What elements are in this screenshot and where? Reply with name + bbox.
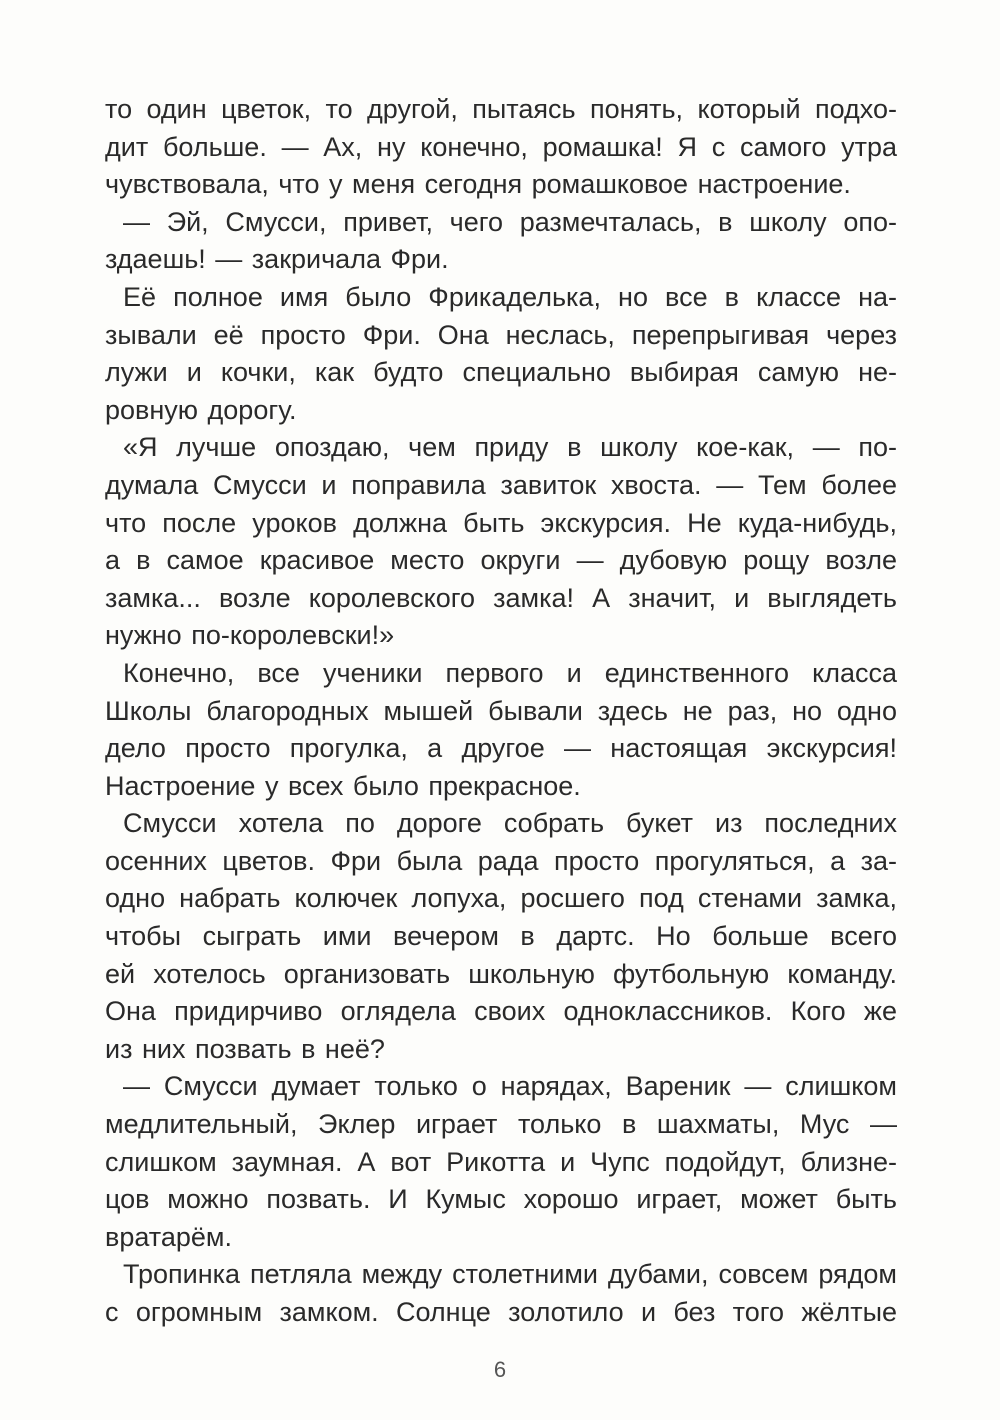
text-line: лужи и кочки, как будто специально выбирая самую не- — [105, 357, 897, 388]
text-line: из них позвать в неё? — [105, 1033, 385, 1064]
text-line: дит больше. — Ах, ну конечно, ромашка! Я с самого утра — [105, 131, 897, 162]
text-line: Конечно, все ученики первого и единственного класса — [123, 657, 897, 688]
book-page-text — [105, 91, 897, 1332]
text-line: ей хотелось организовать школьную футбольную команду. — [105, 958, 897, 989]
text-line: нужно по-королевски!» — [105, 620, 395, 651]
text-line: слишком заумная. А вот Рикотта и Чупс подойдут, близне- — [105, 1146, 897, 1177]
text-line: одно набрать колючек лопуха, росшего под стенами замка, — [105, 883, 897, 914]
text-line: — Смусси думает только о нарядах, Вареник — слишком — [123, 1071, 897, 1102]
text-line: — Эй, Смусси, привет, чего размечталась, в школу опо- — [123, 206, 897, 237]
text-line: Тропинка петляла между столетними дубами, совсем рядом — [123, 1259, 897, 1290]
text-line: то один цветок, то другой, пытаясь понять, который подхо- — [105, 94, 897, 124]
text-line: чувствовала, что у меня сегодня ромашковое настроение. — [105, 169, 851, 200]
text-line: Она придирчиво оглядела своих одноклассников. Кого же — [105, 996, 897, 1027]
text-line: «Я лучше опоздаю, чем приду в школу кое-как, — по- — [123, 432, 897, 463]
text-line: а в самое красивое место округи — дубовую рощу возле — [105, 545, 897, 576]
text-line: ровную дорогу. — [105, 394, 297, 425]
text-line: Школы благородных мышей бывали здесь не раз, но одно — [105, 695, 897, 726]
text-line: Её полное имя было Фрикаделька, но все в классе на- — [123, 281, 897, 312]
text-line: здаешь! — закричала Фри. — [105, 244, 449, 275]
text-line: чтобы сыграть ими вечером в дартс. Но больше всего — [105, 921, 897, 952]
text-line: зывали её просто Фри. Она неслась, перепрыгивая через — [105, 319, 897, 350]
text-line: осенних цветов. Фри была рада просто прогуляться, а за- — [105, 845, 897, 876]
text-line: Настроение у всех было прекрасное. — [105, 770, 581, 801]
text-line: медлительный, Эклер играет только в шахматы, Мус — — [105, 1109, 897, 1140]
text-line: дело просто прогулка, а другое — настоящая экскурсия! — [105, 733, 897, 764]
text-line: Смусси хотела по дороге собрать букет из последних — [123, 808, 897, 839]
text-line: что после уроков должна быть экскурсия. Не куда-нибудь, — [105, 507, 897, 538]
text-line: думала Смусси и поправила завиток хвоста. — Тем более — [105, 469, 897, 500]
text-line: цов можно позвать. И Кумыс хорошо играет, может быть — [105, 1184, 897, 1215]
text-line: замка... возле королевского замка! А значит, и выглядеть — [105, 582, 897, 613]
text-line: вратарём. — [105, 1221, 232, 1252]
text-line: с огромным замком. Солнце золотило и без того жёлтые — [105, 1297, 897, 1327]
page-number: 6 — [493, 1357, 507, 1382]
